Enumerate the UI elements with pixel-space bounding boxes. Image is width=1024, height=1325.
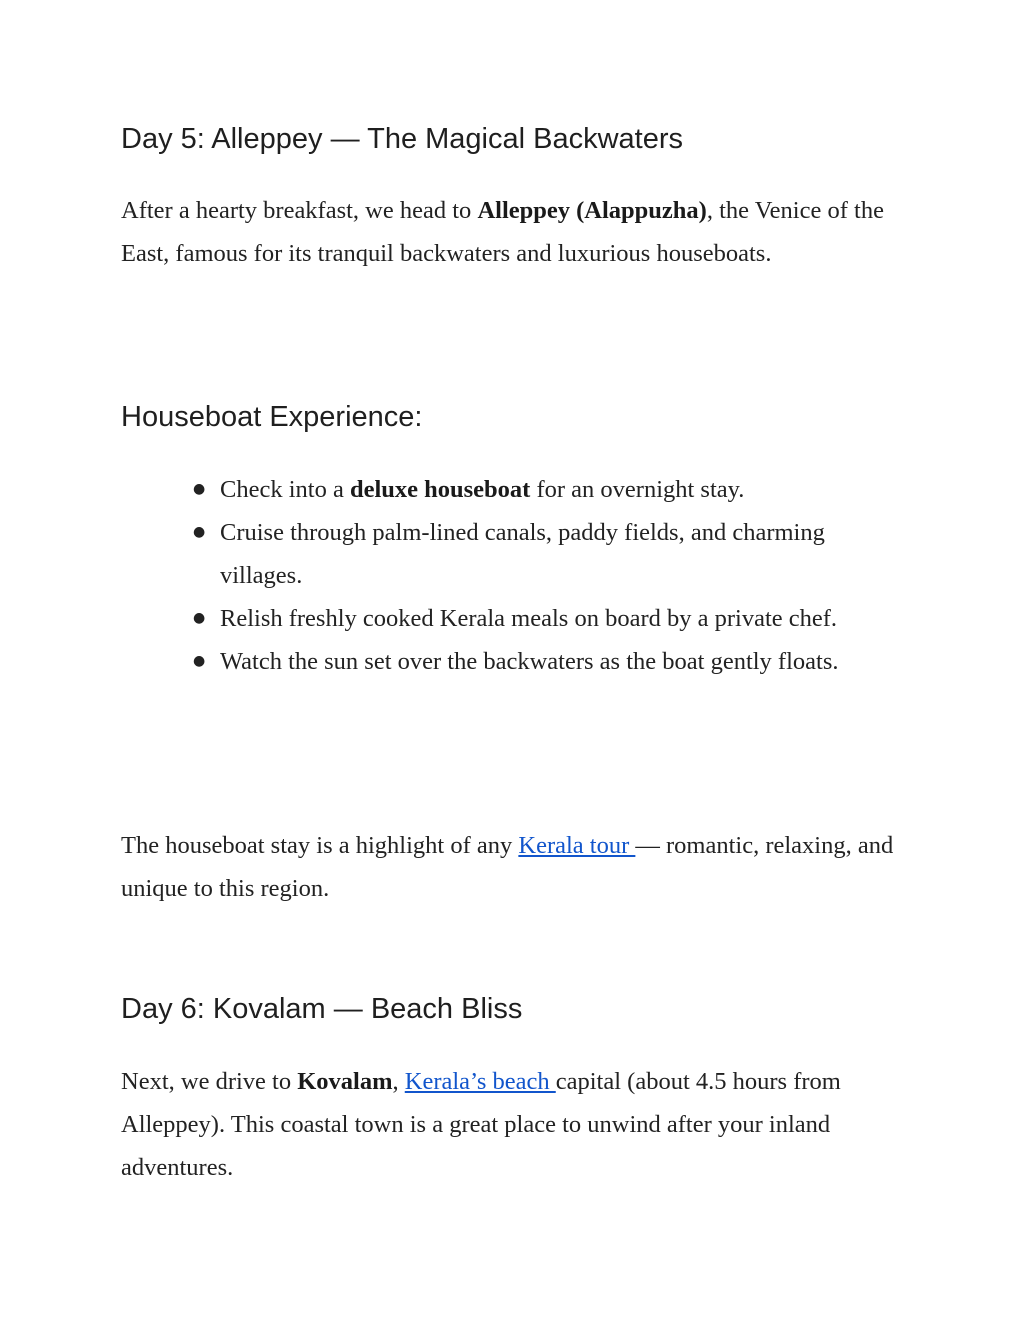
bullet-icon: ● [193, 653, 206, 669]
list-item [193, 640, 913, 683]
keralas-beach-link[interactable]: Kerala’s beach [404, 1068, 556, 1095]
day6-heading: Day 6: Kovalam — Beach Bliss [121, 993, 523, 1025]
houseboat-summary-paragraph [121, 824, 911, 910]
day6-intro-text-2: , [392, 1068, 405, 1095]
kovalam-bold: Kovalam [297, 1068, 393, 1095]
list-item-text: Watch the sun set over the backwaters as the boat gently floats. [220, 648, 839, 675]
list-item [193, 511, 913, 597]
list-item-text: Relish freshly cooked Kerala meals on board by a private chef. [220, 605, 838, 632]
alleppey-bold: Alleppey (Alappuzha) [477, 197, 707, 224]
deluxe-houseboat-bold: deluxe houseboat [349, 476, 531, 503]
day6-intro-paragraph [121, 1060, 911, 1189]
day6-intro-text-1: Next, we drive to [121, 1068, 298, 1095]
day5-heading: Day 5: Alleppey — The Magical Backwaters [121, 123, 684, 155]
list-item [193, 468, 913, 511]
houseboat-list [193, 468, 913, 683]
bullet-icon: ● [193, 524, 206, 540]
list-item-text: Check into a [220, 476, 350, 503]
summary-text-2: — romantic, relaxing, and unique to this region. [121, 832, 894, 902]
kerala-tour-link[interactable]: Kerala tour [518, 832, 636, 859]
bullet-icon: ● [193, 610, 206, 626]
day5-intro-text-1: After a hearty breakfast, we head to [121, 197, 478, 224]
day5-intro-text-2: , the Venice of the East, famous for its tranquil backwaters and luxurious houseboats. [121, 197, 884, 267]
houseboat-heading: Houseboat Experience: [121, 401, 423, 433]
bullet-icon: ● [193, 481, 206, 497]
list-item-text: Cruise through palm-lined canals, paddy fields, and charming villages. [220, 519, 825, 589]
list-item-text: for an overnight stay. [530, 476, 745, 503]
day5-intro-paragraph [121, 189, 911, 275]
day6-intro-text-3: capital (about 4.5 hours from Alleppey). This coastal town is a great place to unwind after your inland adventures. [121, 1068, 841, 1181]
list-item [193, 597, 913, 640]
summary-text-1: The houseboat stay is a highlight of any [121, 832, 519, 859]
